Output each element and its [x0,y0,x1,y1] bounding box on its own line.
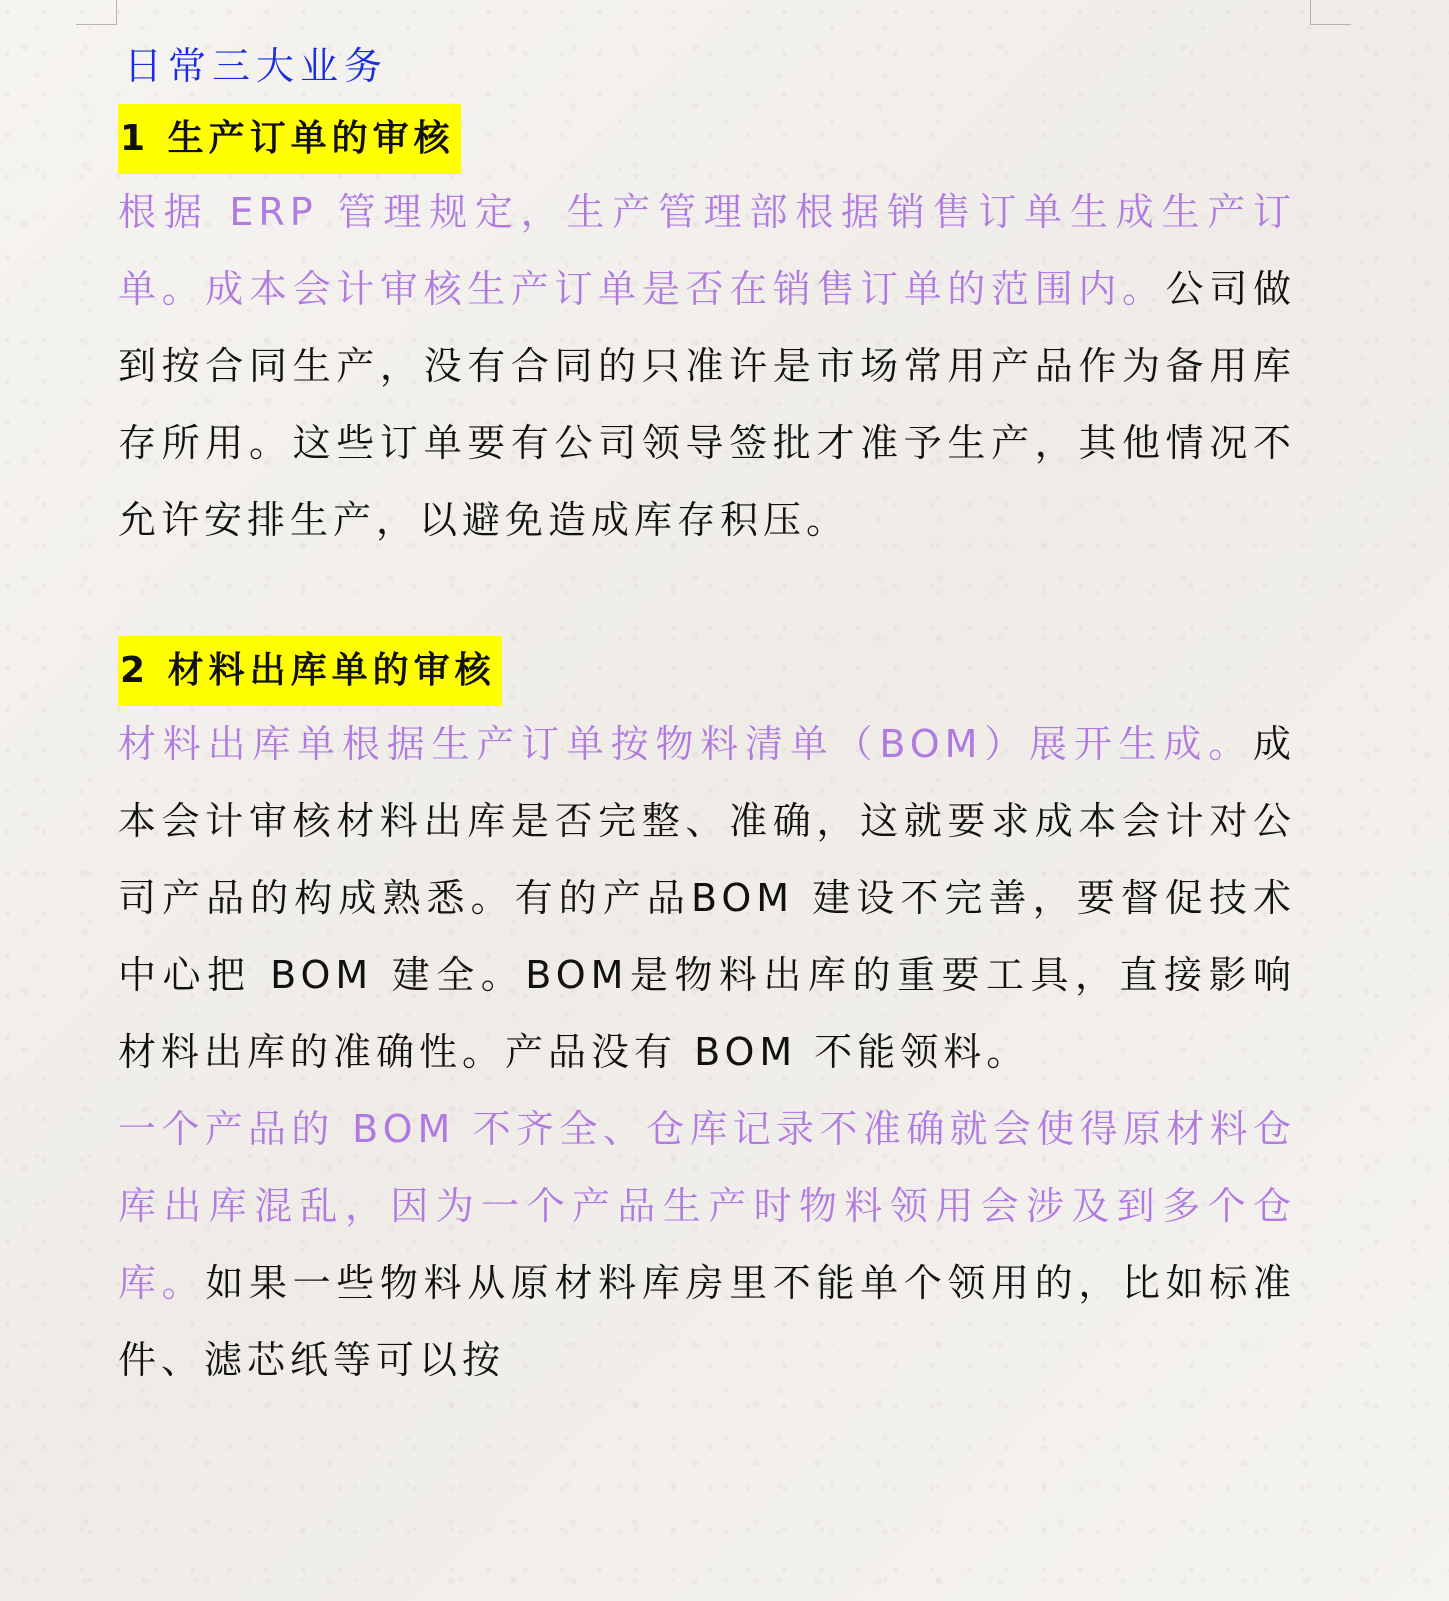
page-corner-mark-right [1310,0,1351,25]
document-page [118,34,1318,1399]
highlighted-text: 一个产品的 BOM 不齐全、仓库记录不准确就会使得原材料仓库出库混乱，因为一个产品生产时物料领用会涉及到多个仓库。 [118,1107,1296,1305]
blank-line [118,559,1318,636]
section-production-order [118,104,1318,559]
body-text: 公司做到按合同生产，没有合同的只准许是市场常用产品作为备用库存所用。这些订单要有公司领导签批才准予生产，其他情况不允许安排生产，以避免造成库存积压。 [118,267,1296,542]
section-title: 日常三大业务 [124,44,389,88]
page-corner-mark-left [76,0,117,25]
highlighted-text: 材料出库单根据生产订单按物料清单（BOM）展开生成。 [118,722,1253,766]
paragraph-production-order [118,174,1296,559]
paragraph-material-issue-2 [118,1091,1296,1399]
heading-production-order-review: 1 生产订单的审核 [118,104,461,174]
highlighted-text: 根据 ERP 管理规定，生产管理部根据销售订单生成生产订单。成本会计审核生产订单是否在销售订单的范围内。 [118,190,1296,311]
body-text: 成本会计审核材料出库是否完整、准确，这就要求成本会计对公司产品的构成熟悉。有的产品BOM 建设不完善，要督促技术中心把 BOM 建全。BOM是物料出库的重要工具，直接影响材料出库的准确性。产品没有 BOM 不能领料。 [118,722,1296,1074]
paragraph-material-issue-1 [118,706,1296,1091]
heading-material-issue-review: 2 材料出库单的审核 [118,636,502,706]
section-material-issue [118,636,1318,1399]
body-text: 如果一些物料从原材料库房里不能单个领用的，比如标准件、滤芯纸等可以按 [118,1261,1296,1382]
